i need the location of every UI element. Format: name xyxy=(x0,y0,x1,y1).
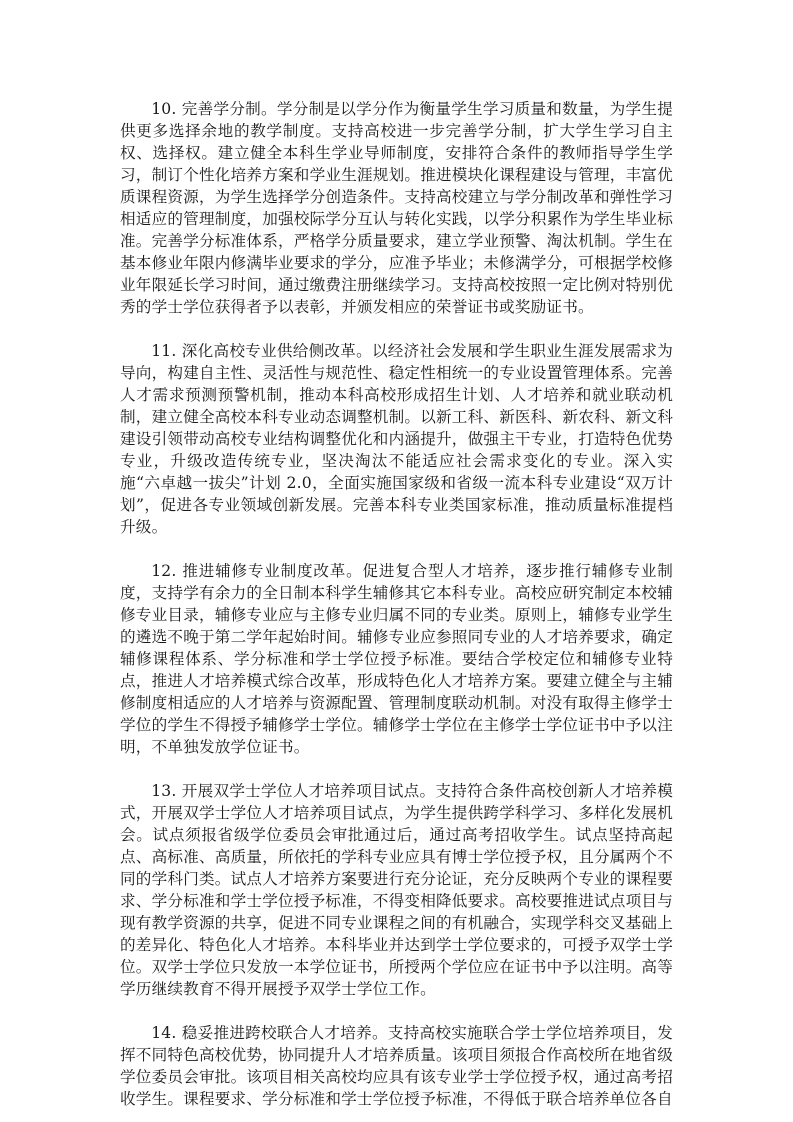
paragraph-12-minor-major-reform xyxy=(120,560,673,758)
paragraph-10-complete-credit-system xyxy=(120,98,673,318)
paragraph-13-double-bachelor-pilot xyxy=(120,780,673,1000)
paragraph-14-joint-cultivation xyxy=(120,1022,673,1110)
paragraph-text: 13. 开展双学士学位人才培养项目试点。支持符合条件高校创新人才培养模式，开展双学士学位人才培养项目试点，为学生提供跨学科学习、多样化发展机会。试点须报省级学位委员会审批通过后，通过高考招收学生。试点坚持高起点、高标准、高质量，所依托的学科专业应具有博士学位授予权，且分属两个不同的学科门类。试点人才培养方案要进行充分论证，充分反映两个专业的课程要求、学分标准和学士学位授予标准，不得变相降低要求。高校要推进试点项目与现有教学资源的共享，促进不同专业课程之间的有机融合，实现学科交叉基础上的差异化、特色化人才培养。本科毕业并达到学士学位要求的，可授予双学士学位。双学士学位只发放一本学位证书，所授两个学位应在证书中予以注明。高等学历继续教育不得开展授予双学士学位工作。 xyxy=(120,782,673,998)
paragraph-text: 11. 深化高校专业供给侧改革。以经济社会发展和学生职业生涯发展需求为导向，构建自主性、灵活性与规范性、稳定性相统一的专业设置管理体系。完善人才需求预测预警机制，推动本科高校形成招生计划、人才培养和就业联动机制，建立健全高校本科专业动态调整机制。以新工科、新医科、新农科、新文科建设引领带动高校专业结构调整优化和内涵提升，做强主干专业，打造特色优势专业，升级改造传统专业，坚决淘汰不能适应社会需求变化的专业。深入实施“六卓越一拔尖”计划 2.0，全面实施国家级和省级一流本科专业建设“双万计划”，促进各专业领域创新发展。完善本科专业类国家标准，推动质量标准提档升级。 xyxy=(120,342,673,536)
paragraph-text: 14. 稳妥推进跨校联合人才培养。支持高校实施联合学士学位培养项目，发挥不同特色高校优势，协同提升人才培养质量。该项目须报合作高校所在地省级学位委员会审批。该项目相关高校均应具有该专业学士学位授予权，通过高考招收学生。课程要求、学分标准和学士学位授予标准，不得低于联合培养单位各自 xyxy=(120,1024,673,1108)
paragraph-11-deepen-major-supply-reform xyxy=(120,340,673,538)
paragraph-text: 10. 完善学分制。学分制是以学分作为衡量学生学习质量和数量，为学生提供更多选择余地的教学制度。支持高校进一步完善学分制，扩大学生学习自主权、选择权。建立健全本科生学业导师制度，安排符合条件的教师指导学生学习，制订个性化培养方案和学业生涯规划。推进模块化课程建设与管理，丰富优质课程资源，为学生选择学分创造条件。支持高校建立与学分制改革和弹性学习相适应的管理制度，加强校际学分互认与转化实践，以学分积累作为学生毕业标准。完善学分标准体系，严格学分质量要求，建立学业预警、淘汰机制。学生在基本修业年限内修满毕业要求的学分，应准予毕业；未修满学分，可根据学校修业年限延长学习时间，通过缴费注册继续学习。支持高校按照一定比例对特别优秀的学士学位获得者予以表彰，并颁发相应的荣誉证书或奖励证书。 xyxy=(120,100,673,316)
paragraph-text: 12. 推进辅修专业制度改革。促进复合型人才培养，逐步推行辅修专业制度，支持学有余力的全日制本科学生辅修其它本科专业。高校应研究制定本校辅修专业目录，辅修专业应与主修专业归属不同的专业类。原则上，辅修专业学生的遴选不晚于第二学年起始时间。辅修专业应参照同专业的人才培养要求，确定辅修课程体系、学分标准和学士学位授予标准。要结合学校定位和辅修专业特点，推进人才培养模式综合改革，形成特色化人才培养方案。要建立健全与主辅修制度相适应的人才培养与资源配置、管理制度联动机制。对没有取得主修学士学位的学生不得授予辅修学士学位。辅修学士学位在主修学士学位证书中予以注明，不单独发放学位证书。 xyxy=(120,562,673,756)
document-body xyxy=(120,98,673,1110)
